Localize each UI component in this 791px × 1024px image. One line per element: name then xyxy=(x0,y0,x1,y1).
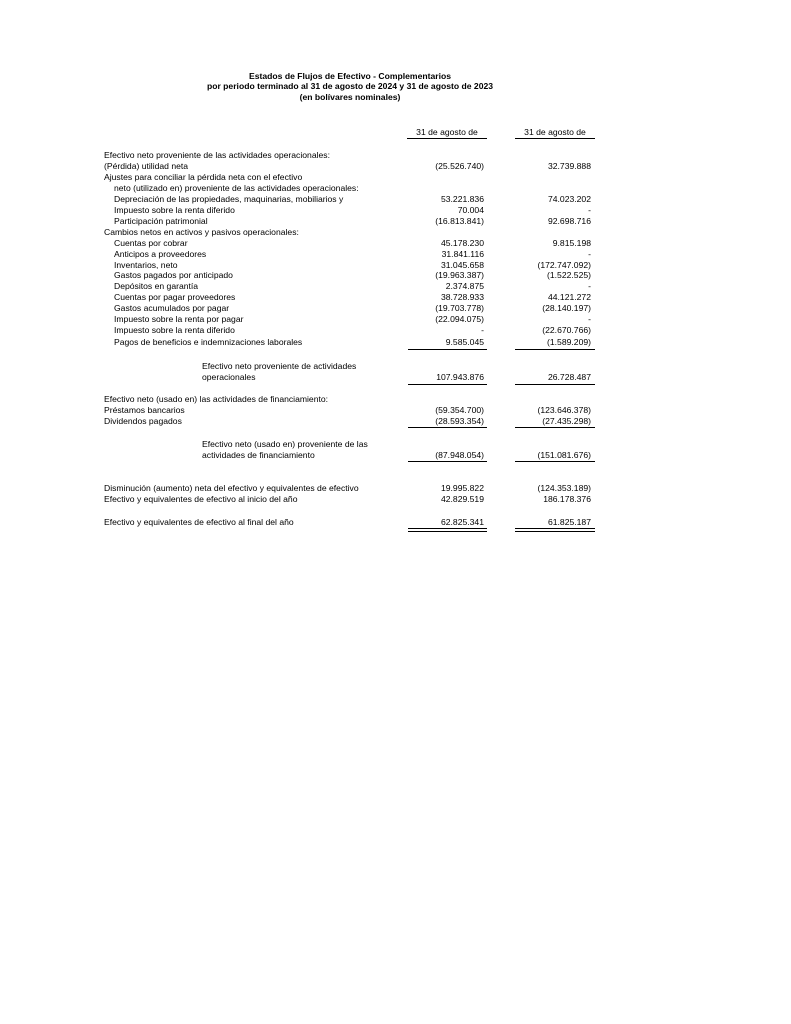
column-header-2023-label: 31 de agosto de xyxy=(524,127,586,137)
value-2024: (28.593.354) xyxy=(435,416,484,426)
subtotal-rule xyxy=(515,461,595,462)
value-2024: (87.948.054) xyxy=(435,450,484,460)
row-label: Préstamos bancarios xyxy=(104,405,185,415)
table-row xyxy=(0,314,791,325)
row-label: Efectivo neto (usado en) las actividades de financiamiento: xyxy=(104,394,329,404)
value-2024: 9.585.045 xyxy=(445,337,484,347)
value-2023: 44.121.272 xyxy=(547,292,591,302)
value-2023: 92.698.716 xyxy=(547,216,591,226)
table-row xyxy=(0,238,791,249)
row-label: Pagos de beneficios e indemnizaciones laborales xyxy=(114,337,303,347)
row-label: Ajustes para conciliar la pérdida neta con el efectivo xyxy=(104,172,303,182)
row-label: Efectivo neto proveniente de las actividades operacionales: xyxy=(104,150,330,160)
row-label: Efectivo y equivalentes de efectivo al inicio del año xyxy=(104,494,298,504)
value-2024: (16.813.841) xyxy=(435,216,484,226)
value-2023: (28.140.197) xyxy=(542,303,591,313)
table-row xyxy=(0,394,791,405)
table-row xyxy=(0,161,791,172)
row-label: Efectivo y equivalentes de efectivo al final del año xyxy=(104,517,294,527)
row-label: Cambios netos en activos y pasivos operacionales: xyxy=(104,227,299,237)
subtotal-rule xyxy=(515,384,595,385)
column-header-underline xyxy=(407,138,487,139)
row-label: Impuesto sobre la renta por pagar xyxy=(114,314,244,324)
row-label: Cuentas por cobrar xyxy=(114,238,188,248)
value-2024: 62.825.341 xyxy=(440,517,484,527)
value-2023: - xyxy=(588,314,591,324)
table-row xyxy=(0,292,791,303)
table-row xyxy=(0,216,791,227)
value-2024: 53.221.836 xyxy=(440,194,484,204)
row-label: actividades de financiamiento xyxy=(202,450,315,460)
total-double-rule xyxy=(515,528,595,532)
table-row xyxy=(0,517,791,528)
value-2024: 45.178.230 xyxy=(440,238,484,248)
value-2024: (19.703.778) xyxy=(435,303,484,313)
value-2024: 42.829.519 xyxy=(440,494,484,504)
table-row xyxy=(0,227,791,238)
value-2024: (19.963.387) xyxy=(435,270,484,280)
value-2024: 31.045.658 xyxy=(440,260,484,270)
table-row xyxy=(0,372,791,383)
row-label: Depósitos en garantía xyxy=(114,281,199,291)
value-2023: (1.522.525) xyxy=(547,270,591,280)
table-row xyxy=(0,405,791,416)
row-label: Gastos acumulados por pagar xyxy=(114,303,230,313)
subtotal-rule xyxy=(408,349,487,350)
table-row xyxy=(0,249,791,260)
value-2024: 2.374.875 xyxy=(445,281,484,291)
value-2023: - xyxy=(588,205,591,215)
subtotal-rule xyxy=(515,427,595,428)
row-label: Depreciación de las propiedades, maquinarias, mobiliarios y xyxy=(114,194,344,204)
row-label: Dividendos pagados xyxy=(104,416,182,426)
value-2024: (59.354.700) xyxy=(435,405,484,415)
row-label: Efectivo neto proveniente de actividades xyxy=(202,361,357,371)
table-row xyxy=(0,150,791,161)
table-row xyxy=(0,270,791,281)
subtotal-rule xyxy=(408,427,487,428)
value-2023: 9.815.198 xyxy=(552,238,591,248)
table-row xyxy=(0,483,791,494)
value-2024: 70.004 xyxy=(457,205,484,215)
row-label: Participación patrimonial xyxy=(114,216,208,226)
statement-currency-note: (en bolívares nominales) xyxy=(299,92,401,102)
table-row xyxy=(0,205,791,216)
subtotal-rule xyxy=(408,384,487,385)
value-2024: (25.526.740) xyxy=(435,161,484,171)
value-2023: - xyxy=(588,281,591,291)
value-2024: 38.728.933 xyxy=(440,292,484,302)
value-2023: 61.825.187 xyxy=(547,517,591,527)
value-2023: (151.081.676) xyxy=(537,450,591,460)
row-label: neto (utilizado en) proveniente de las actividades operacionales: xyxy=(114,183,359,193)
value-2024: 19.995.822 xyxy=(440,483,484,493)
value-2024: 107.943.876 xyxy=(436,372,484,382)
row-label: (Pérdida) utilidad neta xyxy=(104,161,189,171)
value-2023: (123.646.378) xyxy=(537,405,591,415)
value-2023: (27.435.298) xyxy=(542,416,591,426)
table-row xyxy=(0,439,791,450)
row-label: Impuesto sobre la renta diferido xyxy=(114,325,235,335)
value-2023: (124.353.189) xyxy=(537,483,591,493)
row-label: Cuentas por pagar proveedores xyxy=(114,292,236,302)
row-label: Disminución (aumento) neta del efectivo y equivalentes de efectivo xyxy=(104,483,359,493)
value-2023: 186.178.376 xyxy=(543,494,591,504)
table-row xyxy=(0,303,791,314)
statement-subtitle: por periodo terminado al 31 de agosto de 2024 y 31 de agosto de 2023 xyxy=(206,81,494,91)
row-label: Impuesto sobre la renta diferido xyxy=(114,205,235,215)
table-row xyxy=(0,337,791,348)
total-double-rule xyxy=(408,528,487,532)
column-header-2024 xyxy=(407,127,487,137)
table-row xyxy=(0,281,791,292)
statement-title: Estados de Flujos de Efectivo - Complementarios xyxy=(249,71,451,81)
value-2023: (172.747.092) xyxy=(537,260,591,270)
value-2023: - xyxy=(588,249,591,259)
table-row xyxy=(0,325,791,336)
column-header-2023 xyxy=(515,127,595,137)
row-label: operacionales xyxy=(202,372,256,382)
subtotal-rule xyxy=(408,461,487,462)
table-row xyxy=(0,494,791,505)
value-2023: 74.023.202 xyxy=(547,194,591,204)
value-2023: 26.728.487 xyxy=(547,372,591,382)
value-2024: - xyxy=(481,325,484,335)
table-row xyxy=(0,361,791,372)
row-label: Inventarios, neto xyxy=(114,260,178,270)
row-label: Anticipos a proveedores xyxy=(114,249,207,259)
column-header-underline xyxy=(515,138,595,139)
table-row xyxy=(0,194,791,205)
value-2023: 32.739.888 xyxy=(547,161,591,171)
column-header-2024-label: 31 de agosto de xyxy=(416,127,478,137)
value-2024: (22.094.075) xyxy=(435,314,484,324)
table-row xyxy=(0,172,791,183)
value-2023: (22.670.766) xyxy=(542,325,591,335)
table-row xyxy=(0,183,791,194)
table-row xyxy=(0,450,791,461)
row-label: Gastos pagados por anticipado xyxy=(114,270,233,280)
value-2023: (1.589.209) xyxy=(547,337,591,347)
subtotal-rule xyxy=(515,349,595,350)
row-label: Efectivo neto (usado en) proveniente de las xyxy=(202,439,368,449)
table-row xyxy=(0,416,791,427)
value-2024: 31.841.116 xyxy=(441,249,484,259)
